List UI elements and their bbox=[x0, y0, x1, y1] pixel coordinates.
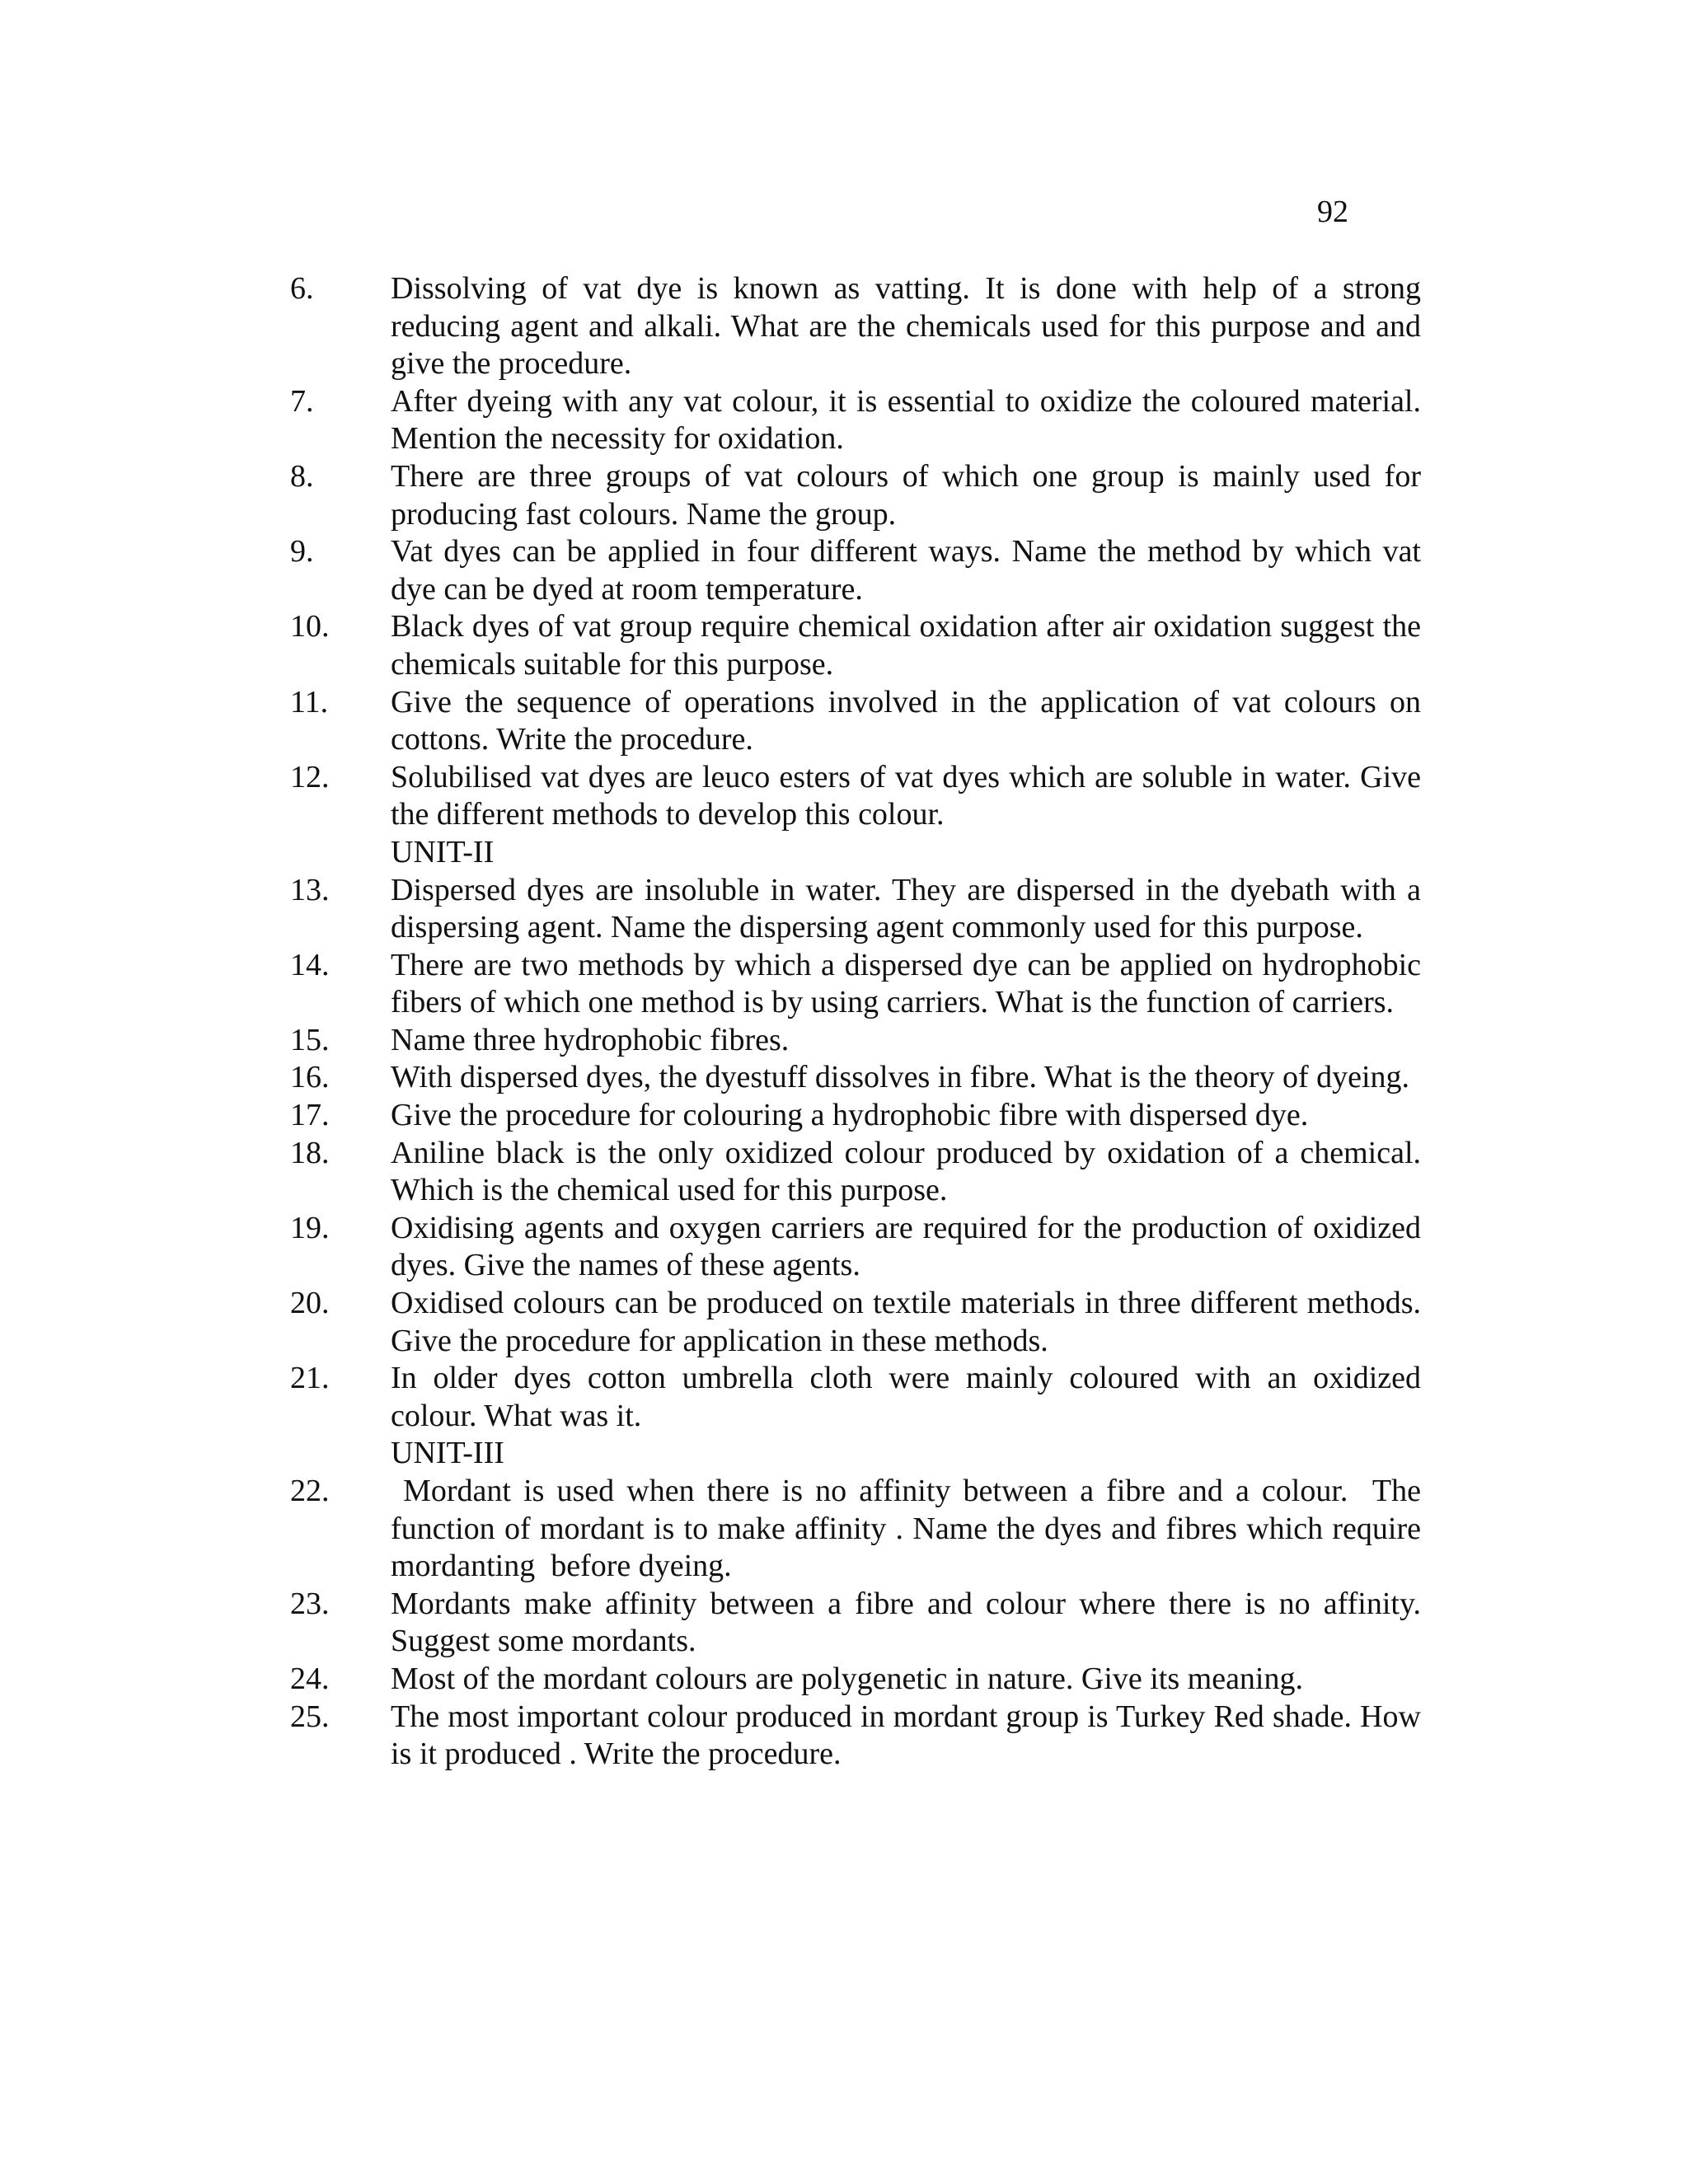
question-number: 20. bbox=[290, 1286, 330, 1321]
question-text: Oxidised colours can be produced on textile materials in three different methods. Give the procedure for application in these methods. bbox=[391, 1286, 1421, 1358]
question-number: 23. bbox=[290, 1586, 330, 1621]
question-item bbox=[290, 1022, 1421, 1060]
question-number: 6. bbox=[290, 271, 314, 306]
question-number: 10. bbox=[290, 609, 330, 644]
question-number: 18. bbox=[290, 1135, 330, 1170]
question-item bbox=[290, 1135, 1421, 1210]
question-text: In older dyes cotton umbrella cloth were mainly coloured with an oxidized colour. What was it. bbox=[391, 1361, 1421, 1433]
question-text: Dispersed dyes are insoluble in water. They are dispersed in the dyebath with a dispersing agent. Name the dispersing agent commonly used for this purpose. bbox=[391, 872, 1421, 945]
question-text: Give the sequence of operations involved in the application of vat colours on cottons. Write the procedure. bbox=[391, 684, 1421, 757]
question-number: 14. bbox=[290, 947, 330, 982]
question-number: 17. bbox=[290, 1098, 330, 1133]
question-item bbox=[290, 1473, 1429, 1586]
question-text: Solubilised vat dyes are leuco esters of vat dyes which are soluble in water. Give the different methods to develop this colour. bbox=[391, 759, 1421, 832]
question-item bbox=[290, 872, 1421, 947]
page-number: 92 bbox=[1317, 194, 1348, 229]
question-number: 19. bbox=[290, 1210, 330, 1245]
question-text: The most important colour produced in mordant group is Turkey Red shade. How is it produced . Write the procedure. bbox=[391, 1699, 1421, 1772]
question-text: With dispersed dyes, the dyestuff dissolves in fibre. What is the theory of dyeing. bbox=[391, 1060, 1410, 1095]
question-number: 8. bbox=[290, 458, 314, 494]
question-text: Give the procedure for colouring a hydrophobic fibre with dispersed dye. bbox=[391, 1098, 1309, 1133]
question-number: 15. bbox=[290, 1022, 330, 1057]
question-number: 22. bbox=[290, 1474, 330, 1508]
question-number: 7. bbox=[290, 383, 314, 419]
question-item bbox=[290, 270, 1421, 383]
question-text: Name three hydrophobic fibres. bbox=[391, 1022, 790, 1057]
question-text: After dyeing with any vat colour, it is essential to oxidize the coloured material. Mention the necessity for oxidation. bbox=[391, 383, 1421, 457]
question-list bbox=[290, 270, 1429, 1774]
question-number: 21. bbox=[290, 1361, 330, 1396]
question-number: 9. bbox=[290, 534, 314, 569]
question-item bbox=[290, 1059, 1421, 1097]
question-text: Aniline black is the only oxidized colour produced by oxidation of a chemical. Which is the chemical used for this purpose. bbox=[391, 1135, 1421, 1208]
question-item bbox=[290, 383, 1421, 458]
question-item bbox=[290, 759, 1421, 834]
unit-heading: UNIT-II bbox=[391, 834, 495, 869]
unit-heading: UNIT-III bbox=[391, 1436, 504, 1471]
question-item bbox=[290, 1360, 1421, 1435]
question-item bbox=[290, 533, 1421, 608]
question-item bbox=[290, 1699, 1421, 1774]
question-number: 16. bbox=[290, 1060, 330, 1095]
question-item bbox=[290, 608, 1421, 683]
question-number: 13. bbox=[290, 872, 330, 907]
question-number: 11. bbox=[290, 684, 329, 719]
question-item bbox=[290, 1210, 1421, 1285]
question-text: Black dyes of vat group require chemical oxidation after air oxidation suggest the chemicals suitable for this purpose. bbox=[391, 609, 1421, 682]
question-item bbox=[290, 1586, 1421, 1661]
question-number: 25. bbox=[290, 1699, 330, 1734]
question-item bbox=[290, 458, 1421, 533]
question-item bbox=[290, 684, 1421, 759]
question-text: Most of the mordant colours are polygenetic in nature. Give its meaning. bbox=[391, 1661, 1303, 1696]
question-item bbox=[290, 1097, 1421, 1135]
question-text: Dissolving of vat dye is known as vatting. It is done with help of a strong reducing agent and alkali. What are the chemicals used for this purpose and and give the procedure. bbox=[391, 271, 1421, 382]
question-text: Vat dyes can be applied in four different ways. Name the method by which vat dye can be dyed at room temperature. bbox=[391, 534, 1421, 607]
question-item bbox=[290, 947, 1421, 1022]
question-text: There are three groups of vat colours of which one group is mainly used for producing fast colours. Name the group. bbox=[391, 458, 1421, 532]
question-number: 12. bbox=[290, 759, 330, 794]
question-text: Mordants make affinity between a fibre and colour where there is no affinity. Suggest some mordants. bbox=[391, 1586, 1421, 1659]
question-text: Oxidising agents and oxygen carriers are required for the production of oxidized dyes. Give the names of these agents. bbox=[391, 1210, 1421, 1283]
question-text: There are two methods by which a dispersed dye can be applied on hydrophobic fibers of which one method is by using carriers. What is the function of carriers. bbox=[391, 947, 1421, 1020]
question-text: Mordant is used when there is no affinity between a fibre and a colour. The function of mordant is to make affinity . Name the dyes and fibres which require mordanting before dyeing. bbox=[391, 1474, 1429, 1584]
question-item bbox=[290, 1285, 1421, 1360]
question-number: 24. bbox=[290, 1661, 330, 1696]
question-item bbox=[290, 1661, 1421, 1699]
